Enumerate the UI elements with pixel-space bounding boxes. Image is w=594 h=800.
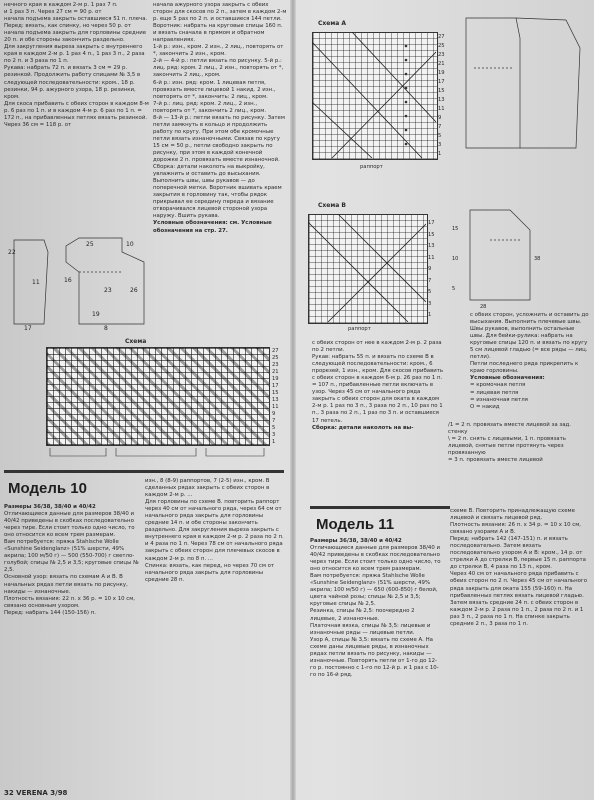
text-line: начала ажурного узора закрыть с обеих сторон для скосов по 2 п., затем в каждом 2-м р. еще 5 раз по 2 п. и оставшиеся 144 петли. (153, 2, 287, 23)
model11-rule (310, 506, 450, 509)
knitting-chart-main (46, 347, 270, 446)
diagram-number: 22 (8, 249, 16, 256)
svg-text:15: 15 (452, 226, 459, 232)
diagram-number: 26 (130, 287, 138, 294)
sleeve-outline-right (450, 200, 590, 310)
legend-item: = изнаночная петля (470, 396, 528, 403)
right-side-text (470, 312, 590, 422)
row-number: 23 (438, 52, 445, 58)
row-number: 13 (428, 243, 435, 249)
model10-col1 (4, 504, 140, 794)
svg-text:28: 28 (480, 304, 487, 310)
row-number: 15 (428, 231, 435, 238)
text-line: и 1 раз 3 п. Через 27 см = 90 р. от (4, 9, 102, 16)
legend-title: Условные обозначения: (470, 375, 545, 382)
text-line: Рукава: набрать 72 п. и вязать 3 см = 29 р. резинкой. Продолжить работу спицами № 3,5 в следующей последовательности: кром., 18 р. резинки, 94 р. ажурного узора, 18 р. резинки, кром. (4, 65, 141, 100)
row-number: 3 (438, 142, 442, 148)
row-number: 5 (428, 289, 432, 295)
model11-title: Модель 11 (316, 516, 395, 533)
text-line: Для горловины по схеме В. повторить раппорт через 40 см от начального ряда, через 64 см от начального ряда закрыть для горловины средние 14 п. и обе стороны закончить раздельно. Для закругления выреза закрыть с внутреннего края в каждом 2-м р. 2 раза по 2 п. и 4 раза по 1 п. Через 78 см от начального ряда закрыть с обеих сторон для плечевых скосов в каждом 2-м р. по 8 п. ... (145, 499, 284, 562)
text-line: Отличающиеся данные для размеров 38/40 и 40/42 приведены в скобках последовательно через тире. Если стоит только одно число, то оно относится ко всем трем размерам. (4, 511, 135, 539)
diagram-number: 8 (104, 325, 108, 332)
model11-col1 (310, 538, 442, 788)
text-line: Перед: вязать, как спинку, но через 50 р. от начала подъема закрыть для горловины средние 20 п. и обе стороны закончить раздельно. (4, 23, 147, 44)
diagram-number: 11 (32, 279, 40, 286)
text-line: начала подъема закрыть оставшиеся 51 п. плеча. (4, 16, 148, 23)
legend-continued (448, 422, 590, 502)
chart-a-row-numbers (438, 33, 450, 159)
model11-col2 (450, 508, 590, 794)
chart-row-numbers: 27 25 23 21 19 17 15 13 11 9 7 5 3 1 (272, 348, 279, 445)
row-number: 9 (438, 115, 442, 121)
row-number: 7 (428, 277, 432, 284)
schema-label: Схема (125, 338, 147, 345)
chart-a-diagonals (312, 32, 436, 158)
text-line: 7-й р.: лиц. ряд: кром. 2 лиц., 2 изн., повторять от *, закончить 2 лиц., кром. (153, 100, 267, 114)
svg-text:38: 38 (534, 256, 541, 262)
svg-text:5: 5 (452, 286, 456, 292)
model10-col2 (145, 478, 285, 778)
chart-repeat-markers (46, 446, 268, 460)
diagram-number: 23 (104, 287, 112, 294)
legend-item: О = накид (470, 403, 500, 410)
text-line: Плотность вязания: 26 п. х 34 р. = 10 х 10 см, связано узорами А и В. (450, 522, 582, 536)
text-line: Петли последнего ряда прикрепить к краю горловины. (470, 361, 579, 375)
text-line: Основной узор: вязать по схемам А и В. В начальных рядах петли вязать по рисунку, накиды — изнаночные. (4, 574, 128, 595)
schema-a-label: Схема А (318, 20, 347, 27)
left-top-text (4, 2, 150, 230)
row-number: 11 (438, 106, 445, 112)
text-line: Перед: набрать 142 (147-151) п. и вязать последовательно. Затем вязать последовательно узором А и В: кром., 14 р. от стрелки А до стрелки В, первые 15 п. раппорта до стрелки В, 4 раза по 13 п., кром. (450, 536, 586, 571)
right-mid-text (312, 340, 444, 502)
row-number: 9 (428, 266, 432, 272)
row-number: 27 (438, 34, 445, 40)
chart-b-row-numbers (428, 218, 440, 322)
garment-outline-right (456, 8, 590, 158)
text-line: 6-й р.: изн. ряд: кром. 1 лицевая петля, провязать вместе лицевой 1 накид. 2 изн., повторять от *, закончить: 2 лиц., кром. (153, 79, 276, 100)
row-number: 1 (438, 151, 442, 157)
page-footer: 32 VERENA 3/98 (4, 789, 68, 797)
row-number: 1 (428, 312, 432, 318)
model10-title: Модель 10 (8, 480, 87, 497)
text-line: Размеры 36/38, 38/40 и 40/42 (4, 504, 96, 510)
text-line: Сборка: детали наколоть на вы- (312, 424, 414, 431)
text-line: Сборка: детали наколоть на выкройку, увлажнить и оставить до высыхания. Выполнить швы, швы рукавов — до поперечной метки. Воротник вшивать краем закрытия в горловину так, чтобы рядок прикрывал ее середину переда и вязание отворачивался лицевой стороной узора наружу. Вшить рукава. (153, 164, 282, 220)
row-number: 15 (438, 88, 445, 94)
model10-rule (4, 470, 284, 473)
text-line: Вам потребуется: пряжа Stahlsche Wolle «Sunshine Seidenglanz» (51% шерсти, 49% акрила; 100 м/50 г) — 650 (600-850) г белой, цвета чайной розы; спицы № 2,5 и 3,5; круговые спицы № 2,5. (310, 573, 438, 608)
row-number: 21 (438, 61, 445, 67)
legend-item: = кромочная петля (470, 382, 526, 389)
text-line: Через 40 см от начального ряда прибавить с обеих сторон по 2 п. Через 45 см от начального ряда закрыть для оката 155 (59-160) п. На прибавленных петлях вязать лицевой гладью. Затем вязать средние 24 п. с обеих сторон в каждом 2-м р. 2 раза по 1 п., 2 раза по 2 п. и 1 раз 3 п., 2 раза по 1 п. На спинке закрыть средние 2 п., 3 раза по 1 п. (450, 571, 588, 627)
mid-top-text (153, 2, 287, 322)
text-line: Для закругления выреза закрыть с внутреннего края в каждом 2-м р. 1 раз 4 п., 1 раз 3 п., 2 раза по 2 п. и 3 раза по 1 п. (4, 44, 145, 65)
text-line: 1-й р.: изн., кром. 2 изн., 2 лиц., повторять от *, закончить 2 изн., кром. (153, 44, 284, 58)
text-line: Рукав: набрать 55 п. и вязать по схеме В в следующей последовательности: кром., 6 прорезей, 1 изн., кром. Для скосов прибавить с обеих сторон в каждом 6-м р. 26 раз по 1 п. = 107 п., прибавленные петли включать в узор. Через 45 см от начального ряда закрыть с обеих сторон для оката в каждом 2-м р. 1 раз по 3 п., 3 раза по 2 п., 10 раз по 1 п., 3 раза по 2 п., 1 раз по 3 п. и оставшиеся 17 петель. (312, 354, 444, 424)
text-line: Условные обозначения: см. Условные обозначения на стр. 27. (153, 220, 272, 234)
chart-b-diagonals (308, 214, 426, 322)
row-number: 19 (438, 70, 445, 76)
text-line: схеме В. Повторить принадлежащую схеме лицевой и связать лицевой ряд. (450, 508, 575, 522)
text-line: с обеих сторон, усложнить и оставить до высыхания. Выполнить плечевые швы. Швы рукавов, выполнить остальные швы. Для бейки-рулика: набрать на круговые спицы 120 п. и вязать по кругу 5 см лицевой гладью (= все ряды — лиц. петли). (470, 312, 589, 361)
row-number: 3 (428, 300, 432, 307)
text-line: Воротник: набрать на круговые спицы 160 п. и вязать сначала в прямом и обратном направлениях. (153, 23, 283, 44)
row-number: 7 (438, 124, 442, 130)
row-number: 25 (438, 43, 445, 49)
svg-text:10: 10 (452, 256, 459, 262)
rapport-a-label: раппорт (360, 164, 383, 170)
legend-item: = 3 п. провязать вместе лицевой (448, 457, 543, 464)
text-line: Плотность вязания: 22 п. х 36 р. = 10 х 10 см, связано основным узором. (4, 595, 136, 609)
pattern-outline-diagram (4, 232, 150, 332)
diagram-number: 16 (64, 277, 72, 284)
row-number: 11 (428, 254, 435, 261)
row-number: 17 (428, 220, 435, 226)
text-line: Спинка: вязать, как перед, но через 70 см от начального ряда закрыть для горловины средние 28 п. (145, 562, 275, 583)
text-line: Резинка, спицы № 2,5: поочередно 2 лицевые, 2 изнаночные. (310, 608, 415, 622)
text-line: Узор А, спицы № 3,5: вязать по схеме А. На схеме даны лицевые ряды, в изнаночных рядах петли вязать по рисунку, накиды — изнаночные. Повторять петли от 1-го до 12-го р. постоянно с 1-го по 12-й р. и 1 раз с 10-го по 16-й ряд. (310, 636, 439, 678)
diagram-number: 10 (126, 241, 134, 248)
text-line: изн., 8 (8-9) раппортов, 7 (2-5) изн., кром. В сделанных рядах закрыть с обеих сторон в каждом 2-м р. ... (145, 478, 270, 499)
text-line: Отличающиеся данные для размеров 38/40 и 40/42 приведены в скобках последовательно через тире. Если стоит только одно число, то оно относится ко всем трем размерам. (310, 545, 441, 573)
text-line: Для скоса прибавить с обеих сторон в каждом 8-м р. 6 раз по 1 п. и в каждом 4-м р. 6 раз по 1 п. = 172 п., на прибавленных петлях вязать резинкой. Через 36 см = 118 р. от (4, 100, 149, 128)
diagram-number: 25 (86, 241, 94, 248)
text-line: нечного края в каждом 2-м р. 1 раз 7 п. (4, 2, 118, 8)
text-line: Размеры 36/38, 38/40 и 40/42 (310, 538, 402, 544)
text-line: Платочная вязка, спицы № 3,5: лицевые и изнаночные ряды — лицевые петли. (310, 622, 431, 636)
legend-item: \ = 2 п. снять с лицевыми, 1 п. провязать лицевой, снятые петли протянуть через провязанную (448, 436, 566, 457)
text-line: 8-й — 13-й р.: петли вязать по рисунку. Затем петли замкнуть в кольцо и продолжить работу по кругу. При этом обе кромочные петли вязать изнаночными. Связав по кругу 15 см = 50 р., петли свободно закрыть по рисунку, при этом в каждой конечной дорожке 2 п. провязать вместе изнаночной. (153, 114, 285, 164)
schema-b-label: Схема В (318, 202, 346, 209)
row-number: 13 (438, 97, 445, 103)
text-line: с обеих сторон от нее в каждом 2-м р. 2 раза по 2 петли. (312, 340, 442, 354)
text-line: Перед: набрать 144 (150-156) п. (4, 609, 96, 616)
diagram-number: 19 (92, 311, 100, 318)
rapport-b-label: раппорт (348, 326, 371, 332)
row-number: 5 (438, 133, 442, 139)
diagram-number: 17 (24, 325, 32, 332)
legend-item: /1 = 2 п. провязать вместе лицевой за зад. стенку (448, 422, 571, 436)
text-line: Вам потребуется: пряжа Stahlsche Wolle «Sunshine Seidenglanz» (51% шерсти, 49% акрила; 100 м/50 г) — 500 (550-700) г светло-голубой; спицы № 2,5 и 3,5; круговые спицы № 2,5. (4, 539, 139, 574)
row-number: 17 (438, 79, 445, 85)
legend-item: = лицевая петля (470, 389, 519, 396)
text-line: 2-й — 4-й р.: петли вязать по рисунку. 5-й р.: лиц. ряд: кром. 2 лиц., 2 изн., повторять от *, закончить 2 лиц., кром. (153, 58, 284, 79)
